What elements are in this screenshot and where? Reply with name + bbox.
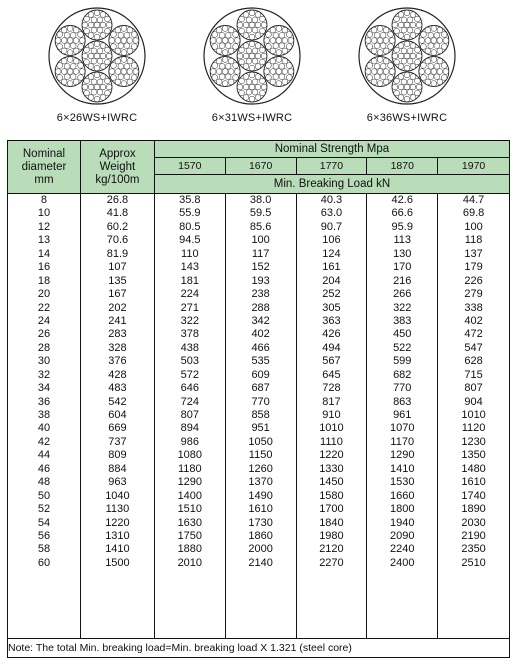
table-cell: 809 [108,449,127,462]
table-cell: 69.8 [462,207,485,220]
header-min-breaking-load: Min. Breaking Load kN [154,175,509,194]
table-cell: 884 [108,462,127,475]
table-cell: 2350 [461,543,486,556]
table-cell: 1400 [177,489,203,502]
breaking-load-table [7,140,510,658]
table-cell: 1980 [319,529,344,542]
table-cell: 728 [322,382,341,395]
table-cell: 807 [464,382,483,395]
table-cell: 85.6 [249,220,272,233]
table-cell: 42 [37,435,51,448]
table-cell: 137 [464,247,483,260]
table-cell: 226 [464,274,483,287]
header-approx-weight: Approx Weight kg/100m [80,141,154,194]
table-cell: 2030 [461,516,486,529]
table-cell: 55.9 [179,207,201,220]
table-cell: 50 [37,489,51,502]
table-cell: 1220 [105,516,130,529]
table-cell: 1150 [248,449,273,462]
header-strength-1870: 1870 [367,158,438,175]
table-cell: 817 [322,395,341,408]
table-cell: 1050 [248,435,273,448]
table-cell: 737 [108,435,127,448]
table-cell: 14 [37,247,51,260]
table-cell: 26.8 [106,194,129,206]
table-cell: 279 [464,288,483,301]
table-cell: 383 [393,314,412,327]
table-cell: 46 [37,462,51,475]
rope-cross-section-icon [202,6,302,106]
table-cell: 283 [108,328,127,341]
table-cell: 1040 [105,489,130,502]
table-cell: 66.6 [391,207,413,220]
table-cell: 40.3 [320,194,343,206]
table-cell: 322 [393,301,412,314]
table-cell: 1260 [248,462,273,475]
table-cell: 34 [37,382,51,395]
table-cell: 426 [322,328,341,341]
table-cell: 110 [181,247,199,260]
table-cell: 1010 [461,409,486,421]
table-cell: 167 [108,288,127,301]
table-cell: 599 [393,355,412,368]
table-cell: 402 [251,328,270,341]
table-cell: 1170 [390,435,415,448]
table-cell: 117 [251,247,270,260]
table-cell: 363 [322,314,341,327]
table-cell: 547 [464,341,483,354]
table-cell: 1740 [461,489,486,502]
table-cell: 1840 [319,516,344,529]
table-cell: 216 [393,274,412,287]
table-cell: 1410 [105,543,130,556]
table-cell: 1880 [177,543,203,556]
table-cell: 238 [251,288,270,301]
table-cell: 113 [393,234,412,247]
diagram-6x36ws [347,6,467,124]
table-cell: 52 [37,503,51,516]
table-cell: 1500 [105,556,130,569]
table-cell: 22 [37,301,51,314]
table-cell: 1490 [248,489,273,502]
table-cell: 38.0 [249,194,272,206]
diagram-label: 6×31WS+IWRC [211,112,293,124]
table-cell: 858 [251,409,270,421]
table-cell: 1580 [319,489,344,502]
table-cell: 38 [37,409,51,421]
table-cell: 1010 [319,422,344,435]
table-cell: 35.8 [179,194,201,206]
table-cell: 724 [180,395,199,408]
table-cell: 2140 [248,556,273,569]
table-cell: 2190 [461,529,486,542]
table-cell: 20 [37,288,51,301]
table-cell: 466 [251,341,270,354]
table-cell: 40 [37,422,51,435]
table-cell: 271 [180,301,199,314]
table-cell: 16 [37,261,51,274]
table-cell: 124 [322,247,341,260]
table-cell: 1730 [248,516,273,529]
header-strength-1770: 1770 [296,158,367,175]
diagram-6x26ws [37,6,157,124]
table-cell: 305 [322,301,341,314]
table-cell: 483 [108,382,127,395]
table-cell: 2090 [390,529,415,542]
table-cell: 1410 [390,462,415,475]
table-cell: 646 [180,382,199,395]
table-cell: 41.8 [106,207,129,220]
table-cell: 951 [251,422,270,435]
table-cell: 1860 [248,529,273,542]
table-cell: 342 [251,314,270,327]
table-cell: 450 [393,328,412,341]
diagram-6x31ws [192,6,312,124]
table-cell: 1700 [319,503,344,516]
table-cell: 1310 [105,529,130,542]
table-cell: 894 [180,422,199,435]
table-cell: 94.5 [179,234,201,247]
table-cell: 1370 [248,476,273,489]
table-cell: 48 [37,476,51,489]
table-cell: 179 [464,261,483,274]
table-cell: 100 [464,220,483,233]
table-cell: 143 [180,261,199,274]
table-cell: 70.6 [106,234,129,247]
table-cell: 288 [251,301,270,314]
table-cell: 1220 [319,449,344,462]
table-cell: 44 [37,449,51,462]
table-cell: 60.2 [106,220,129,233]
table-cell: 266 [393,288,412,301]
table-cell: 1530 [390,476,415,489]
column-load-1570 [154,194,225,639]
header-strength-1670: 1670 [225,158,296,175]
table-cell: 503 [180,355,199,368]
column-load-1770 [296,194,367,639]
column-load-1870 [367,194,438,639]
table-cell: 535 [251,355,270,368]
table-cell: 2000 [248,543,273,556]
table-cell: 202 [108,301,127,314]
table-cell: 56 [37,529,51,542]
table-cell: 224 [180,288,199,301]
table-cell: 1110 [320,435,343,448]
table-cell: 118 [464,234,483,247]
table-cell: 542 [108,395,127,408]
diagram-label: 6×26WS+IWRC [56,112,138,124]
table-cell: 59.5 [249,207,272,220]
table-cell: 58 [37,543,51,556]
table-cell: 628 [464,355,483,368]
table-cell: 106 [322,234,341,247]
table-cell: 1180 [177,462,202,475]
table-cell: 910 [322,409,341,421]
table-cell: 42.6 [391,194,413,206]
table-cell: 1510 [177,503,203,516]
table-cell: 428 [108,368,127,381]
rope-cross-section-icon [47,6,147,106]
table-cell: 1750 [177,529,203,542]
table-cell: 963 [108,476,127,489]
header-nominal-diameter: Nominal diameter mm [8,141,81,194]
table-cell: 12 [37,220,51,233]
table-cell: 170 [393,261,412,274]
table-cell: 322 [180,314,199,327]
table-cell: 807 [180,409,199,421]
table-cell: 986 [180,435,199,448]
table-cell: 1610 [248,503,273,516]
table-cell: 26 [37,328,51,341]
table-cell: 90.7 [320,220,343,233]
table-cell: 181 [180,274,199,287]
table-cell: 2400 [390,556,415,569]
table-cell: 130 [393,247,412,260]
table-cell: 378 [180,328,199,341]
table-cell: 135 [108,274,127,287]
table-cell: 204 [322,274,341,287]
table-cell: 522 [393,341,412,354]
table-cell: 472 [464,328,483,341]
table-cell: 80.5 [179,220,201,233]
table-cell: 100 [251,234,270,247]
table-cell: 24 [37,314,51,327]
table-cell: 438 [180,341,199,354]
table-cell: 28 [37,341,51,354]
table-cell: 1350 [461,449,486,462]
table-cell: 13 [37,234,51,247]
table-cell: 32 [37,368,51,381]
header-strength-1970: 1970 [438,158,510,175]
table-cell: 328 [108,341,127,354]
column-approx-weight [80,194,154,639]
table-cell: 2240 [390,543,415,556]
table-cell: 1890 [461,503,486,516]
table-cell: 1450 [319,476,344,489]
table-cell: 107 [108,261,127,274]
table-cell: 567 [322,355,341,368]
header-nominal-strength: Nominal Strength Mpa [154,141,509,158]
table-cell: 63.0 [320,207,343,220]
table-cell: 402 [464,314,483,327]
table-cell: 1480 [461,462,486,475]
table-cell: 36 [37,395,51,408]
table-cell: 338 [464,301,483,314]
table-cell: 1290 [177,476,203,489]
table-cell: 687 [251,382,270,395]
column-nominal-diameter [8,194,81,639]
table-cell: 193 [251,274,270,287]
table-cell: 1800 [390,503,415,516]
table-cell: 252 [322,288,341,301]
table-cell: 8 [40,194,48,206]
table-cell: 18 [37,274,51,287]
table-cell: 1070 [390,422,415,435]
rope-cross-section-icon [357,6,457,106]
table-cell: 376 [108,355,127,368]
table-cell: 1630 [177,516,203,529]
table-cell: 152 [251,261,270,274]
table-cell: 2010 [177,556,203,569]
table-cell: 961 [393,409,412,421]
table-cell: 770 [251,395,270,408]
table-cell: 1230 [461,435,486,448]
table-note: Note: The total Min. breaking load=Min. breaking load X 1.321 (steel core) [8,639,510,658]
table-cell: 863 [393,395,412,408]
column-load-1670 [225,194,296,639]
table-cell: 1290 [390,449,415,462]
table-cell: 1120 [461,422,486,435]
table-cell: 60 [37,556,51,569]
table-cell: 1130 [105,503,130,516]
table-cell: 904 [464,395,483,408]
table-cell: 30 [37,355,51,368]
table-cell: 44.7 [462,194,485,206]
table-cell: 81.9 [106,247,129,260]
table-cell: 682 [393,368,412,381]
table-cell: 10 [37,207,51,220]
rope-cross-section-diagrams [0,0,519,140]
table-cell: 604 [108,409,127,421]
table-cell: 2270 [319,556,344,569]
table-cell: 645 [322,368,341,381]
table-cell: 770 [393,382,412,395]
table-cell: 1660 [390,489,415,502]
table-cell: 609 [251,368,270,381]
table-cell: 1610 [461,476,486,489]
table-cell: 572 [180,368,199,381]
table-cell: 2510 [461,556,486,569]
table-cell: 715 [464,368,483,381]
table-cell: 1940 [390,516,415,529]
table-cell: 54 [37,516,51,529]
table-cell: 669 [108,422,127,435]
table-cell: 1330 [319,462,344,475]
table-cell: 494 [322,341,341,354]
header-strength-1570: 1570 [154,158,225,175]
table-cell: 2120 [319,543,344,556]
diagram-label: 6×36WS+IWRC [366,112,448,124]
table-cell: 95.9 [391,220,413,233]
table-cell: 161 [322,261,341,274]
column-load-1970 [438,194,510,639]
table-cell: 241 [108,314,127,327]
table-cell: 1080 [177,449,203,462]
